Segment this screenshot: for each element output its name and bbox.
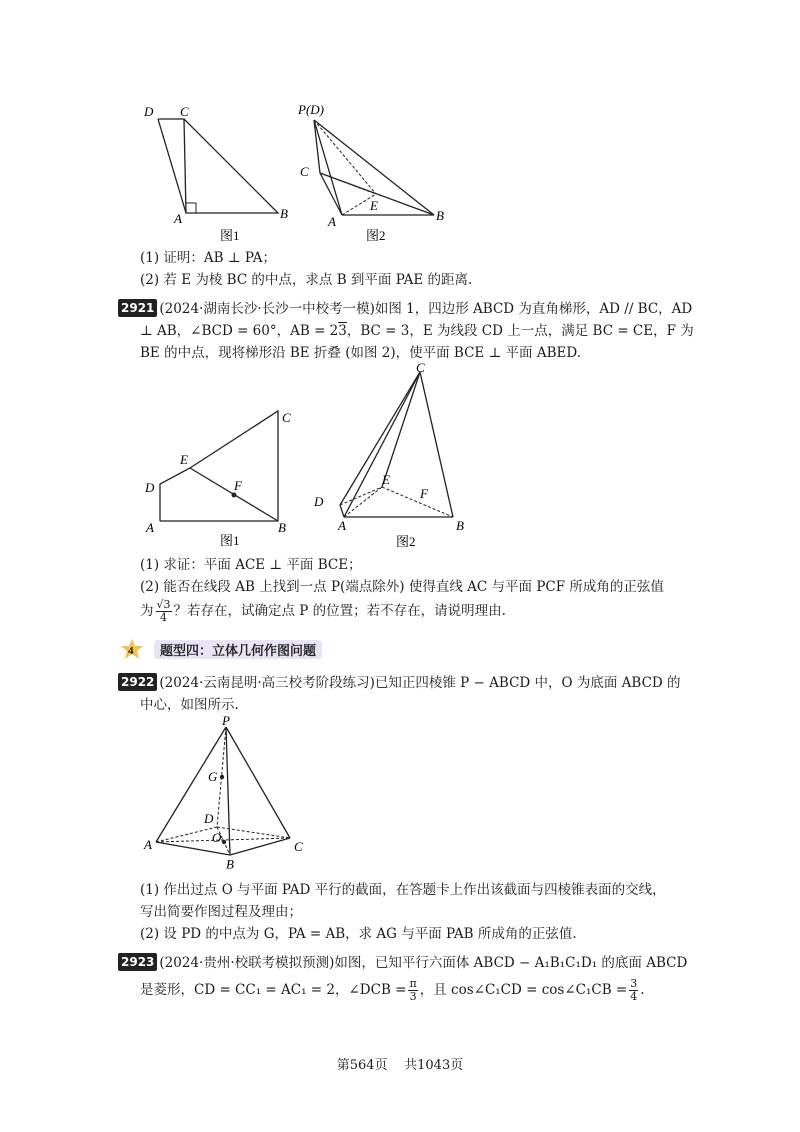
p2921-line3: BE 的中点，现将梯形沿 BE 折叠 (如图 2)，使平面 BCE ⊥ 平面 ABED. [140,345,582,361]
fig1-label-D: D [144,104,154,119]
p2922-pyramid-figure [140,713,320,872]
f21b-label-C: C [416,360,425,375]
star-badge-icon [120,637,154,661]
p2921-q2-line2: 为 $\frac{√3}{4}$ ？若存在，试确定点 P 的位置；若不存在，请说明理由. [140,598,506,624]
prev-q1: (1) 证明：AB ⊥ PA； [140,250,276,266]
fraction-sqrt3-over-4: $\frac{√3}{4}$ [156,598,171,624]
fig1-label-A: A [174,211,182,226]
p2921-line2: ⊥ AB，∠BCD = 60°，AB = 23，BC = 3，E 为线段 CD 上一点，满足 BC = CE，F 为 [140,323,694,339]
f22-label-P: P [222,713,230,728]
f22-label-O: O [212,830,222,845]
fig1-label-B: B [280,206,288,221]
f22-label-G: G [208,769,218,784]
fig1-caption: 图1 [220,228,240,243]
f21b-label-E: E [382,472,390,487]
f22-label-A: A [144,837,152,852]
p2922-line1: 2922 (2024·云南昆明·高三校考阶段练习)已知正四棱锥 P − ABCD 中，O 为底面 ABCD 的 [118,673,681,693]
fig2-label-C: C [300,164,309,179]
p2922-q2: (2) 设 PD 的中点为 G，PA = AB，求 AG 与平面 PAB 所成角的正弦值. [140,926,577,942]
p2921-figure-2 [310,360,480,555]
sqrt-3: 3 [338,323,347,339]
p2921-q1: (1) 求证：平面 ACE ⊥ 平面 BCE； [140,557,362,573]
top-figure-1 [140,98,300,248]
f21a-label-C: C [282,410,291,425]
fig2-label-A: A [328,214,336,229]
p2923-line1: 2923 (2024·贵州·校联考模拟预测)如图，已知平行六面体 ABCD − A₁B₁C₁D₁ 的底面 ABCD [118,953,687,973]
f21a-label-B: B [278,520,286,535]
f21a-label-E: E [180,452,188,467]
p2921-q2-line1: (2) 能否在线段 AB 上找到一点 P(端点除外) 使得直线 AC 与平面 PCF 所成角的正弦值 [140,579,664,595]
p2921-line1: 2921 (2024·湖南长沙·长沙一中校考一模)如图 1，四边形 ABCD 为直角梯形，AD // BC，AD [118,299,692,319]
fig2-label-B: B [436,208,444,223]
top-figure-2 [290,98,460,248]
section-header [120,637,322,661]
p2922-number: 2922 [118,673,157,691]
f21a-label-A: A [146,520,154,535]
f21a-label-F: F [234,478,242,493]
f22-label-C: C [294,839,303,854]
p2922-q1-line1: (1) 作出过点 O 与平面 PAD 平行的截面，在答题卡上作出该截面与四棱锥表面的交线， [140,882,666,898]
p2922-q1-line2: 写出简要作图过程及理由； [140,904,302,920]
f22-label-B: B [226,856,234,872]
f21b-caption: 图2 [396,534,416,549]
fig1-label-C: C [180,104,189,119]
fig2-caption: 图2 [366,228,386,243]
f21b-label-A: A [338,518,346,533]
f21b-label-F: F [420,486,428,501]
fig2-label-E: E [370,198,378,213]
f21b-label-D: D [314,494,324,509]
p2921-number: 2921 [118,299,157,317]
p2923-number: 2923 [118,953,157,971]
f21b-label-B: B [456,518,464,533]
p2923-line2: 是菱形，CD = CC₁ = AC₁ = 2，∠DCB = $\frac{\pi}{3}$ ，且 cos∠C₁CD = cos∠C₁CB = $\frac{3}{4}$ . [140,977,645,1003]
page-number: 第564页 [336,1058,388,1073]
f21a-label-D: D [145,480,155,495]
page-footer [0,1054,800,1073]
total-pages: 共1043页 [404,1058,464,1073]
fraction-pi-over-3: $\frac{\pi}{3}$ [409,977,417,1003]
p2922-line2: 中心，如图所示. [140,697,239,713]
p2921-figure-1 [140,400,310,555]
prev-q2: (2) 若 E 为棱 BC 的中点，求点 B 到平面 PAE 的距离. [140,272,473,288]
fraction-3-over-4: $\frac{3}{4}$ [630,977,638,1003]
f21a-caption: 图1 [220,533,240,548]
f22-label-D: D [204,811,214,826]
fig2-label-P: P(D) [298,102,324,117]
section-title: 题型四：立体几何作图问题 [154,640,322,659]
svg-text:4: 4 [128,645,134,657]
